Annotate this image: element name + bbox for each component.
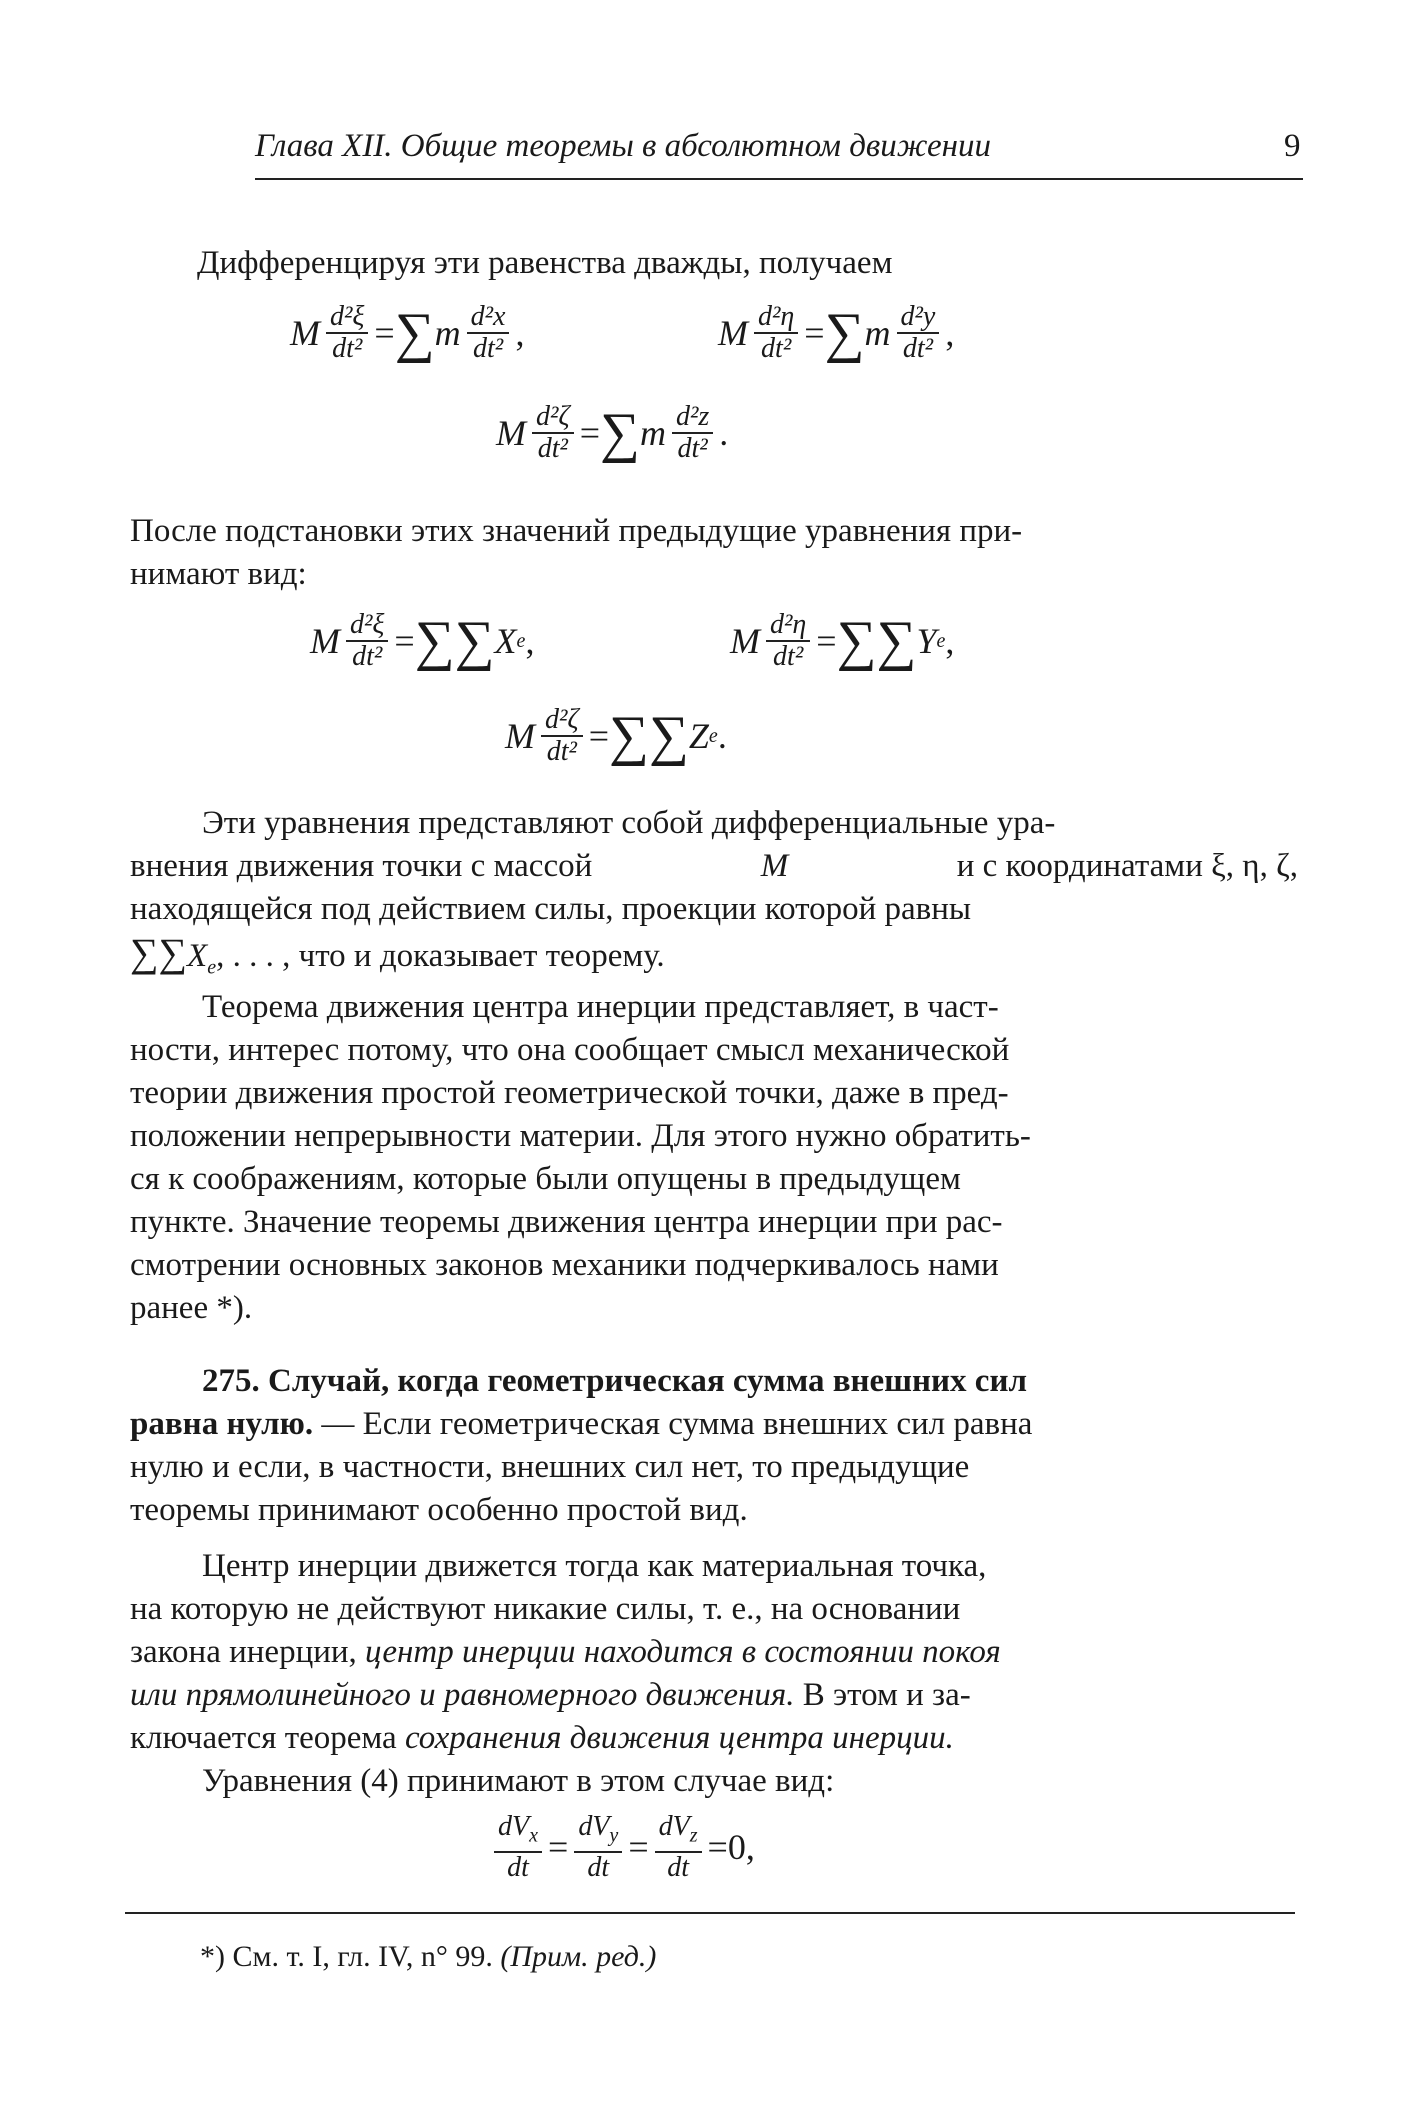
equation-velocity: $\frac{dV_x}{dt}$ = $\frac{dV_y}{dt}$ = $\frac{dV_z}{dt}$ = 0 , xyxy=(488,1812,755,1883)
sum-symbol: ∑ xyxy=(600,402,640,464)
equation-1c: M $\frac{\text{d²ζ}}{\text{dt²}}$ = ∑ m $\frac{\text{d²z}}{\text{dt²}}$ . xyxy=(496,401,729,464)
paragraph-conservation: Центр инерции движется тогда как материальная точка, на которую не действуют никакие силы, т. е., на основании закона инерции, центр инерции находится в состоянии покоя или прямолинейного и равномерного движения. В этом и за- ключается теорема сохранения движения центра инерции. Уравнения (4) принимают в этом случае вид: xyxy=(130,1548,1001,1799)
fraction: $\frac{\text{d²ζ}}{\text{dt²}}$ xyxy=(541,705,583,767)
sum-symbol: ∑∑ xyxy=(836,610,917,672)
sum-symbol: ∑∑ xyxy=(414,610,495,672)
mass-symbol: M xyxy=(290,313,320,353)
fraction: $\frac{\text{d²η}}{\text{dt²}}$ xyxy=(766,610,810,672)
fraction: $\frac{\text{d²ξ}}{\text{dt²}}$ xyxy=(346,610,388,672)
intro-text: Дифференцируя эти равенства дважды, получаем xyxy=(197,245,893,281)
paragraph-equations-meaning: Эти уравнения представляют собой дифференциальные ура- внения движения точки с массой M и с координатами ξ, η, ζ, находящейся под действием силы, проекции которой равны $\sum\sum X_e$, . . . , что и доказывает теорему. xyxy=(130,805,1298,979)
fraction: $\frac{\text{d²y}}{\text{dt²}}$ xyxy=(897,302,940,364)
section-275: 275. Случай, когда геометрическая сумма внешних сил равна нулю. — Если геометрическая сумма внешних сил равна нулю и если, в частности, внешних сил нет, то предыдущие теоремы принимают особенно простой вид. xyxy=(130,1360,1298,1532)
running-header: Глава XII. Общие теоремы в абсолютном движении xyxy=(255,128,992,164)
page-number: 9 xyxy=(1284,128,1301,164)
fraction: $\frac{\text{d²x}}{\text{dt²}}$ xyxy=(467,302,510,364)
paragraph-after-substitution: После подстановки этих значений предыдущие уравнения при- нимают вид: xyxy=(130,513,1023,592)
equation-2a: M $\frac{\text{d²ξ}}{\text{dt²}}$ = ∑∑ X e , xyxy=(310,609,535,672)
equation-2b: M $\frac{\text{d²η}}{\text{dt²}}$ = ∑∑ Y e , xyxy=(730,609,955,672)
equation-2c: M $\frac{\text{d²ζ}}{\text{dt²}}$ = ∑∑ Z e . xyxy=(505,704,727,767)
section-heading: 275. Случай, когда геометрическая сумма внешних сил xyxy=(202,1363,1027,1399)
fraction: $\frac{dV_x}{dt}$ xyxy=(494,1812,542,1883)
fraction: $\frac{dV_y}{dt}$ xyxy=(574,1812,622,1883)
equation-1b: M $\frac{\text{d²η}}{\text{dt²}}$ = ∑ m $\frac{\text{d²y}}{\text{dt²}}$ , xyxy=(718,301,955,364)
header-rule xyxy=(255,178,1303,180)
fraction: $\frac{\text{d²ζ}}{\text{dt²}}$ xyxy=(532,402,574,464)
fraction: $\frac{dV_z}{dt}$ xyxy=(655,1812,702,1883)
fraction: $\frac{\text{d²η}}{\text{dt²}}$ xyxy=(754,302,798,364)
sum-symbol: ∑∑ xyxy=(130,930,188,975)
fraction: $\frac{\text{d²ξ}}{\text{dt²}}$ xyxy=(326,302,368,364)
equation-1a: M $\frac{\text{d²ξ}}{\text{dt²}}$ = ∑ m $\frac{\text{d²x}}{\text{dt²}}$ , xyxy=(290,301,525,364)
fraction: $\frac{\text{d²z}}{\text{dt²}}$ xyxy=(672,402,713,464)
sum-symbol: ∑∑ xyxy=(609,705,689,767)
paragraph-center-of-inertia: Теорема движения центра инерции представляет, в част- ности, интерес потому, что она сообщает смысл механической теории движения простой геометрической точки, даже в пред- положении непрерывности материи. Для этого нужно обратить- ся к соображениям, которые были опущены в предыдущем пункте. Значение теоремы движения центра инерции при рас- смотрении основных законов механики подчеркивалось нами ранее *). xyxy=(130,989,1031,1326)
footnote: *) См. т. I, гл. IV, n° 99. (Прим. ред.) xyxy=(200,1940,657,1973)
footnote-rule xyxy=(125,1912,1295,1914)
sum-symbol: ∑ xyxy=(394,302,435,364)
sum-symbol: ∑ xyxy=(824,302,865,364)
